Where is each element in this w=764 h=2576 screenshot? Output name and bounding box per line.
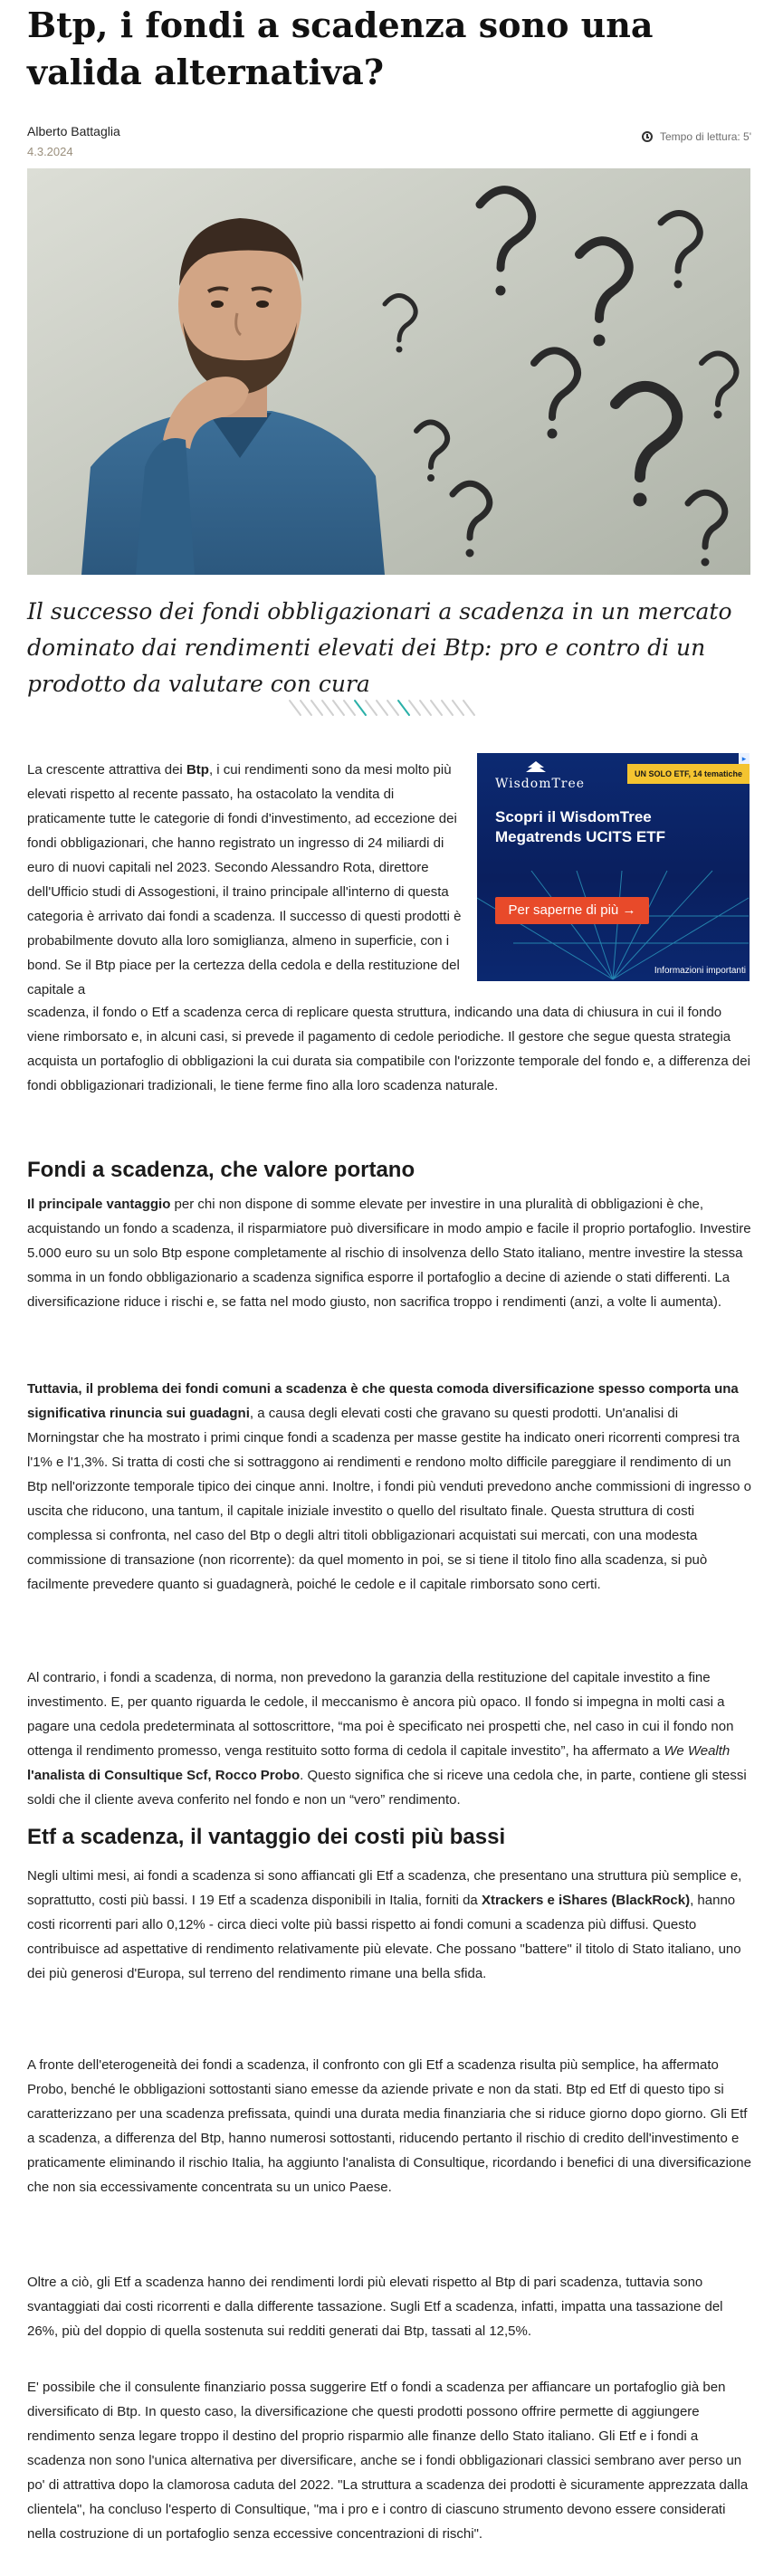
p1-bold: Il principale vantaggio	[27, 1197, 171, 1212]
section-heading-etf: Etf a scadenza, il vantaggio dei costi più bassi	[27, 1825, 506, 1849]
wisdomtree-logo-icon	[504, 760, 568, 773]
hero-image	[27, 168, 750, 575]
hero-illustration	[27, 168, 750, 575]
paragraph-tassazione: Oltre a ciò, gli Etf a scadenza hanno dei rendimenti lordi più elevati rispetto al Btp di pari scadenza, tuttavia sono svantaggiati dai costi ricorrenti e dalla differente tassazione. Sugli Etf a scadenza, infatti, impatta una tassazione del 26%, più del doppio di quella sostenuta sui redditi generati dai Btp, tassati al 12,5%.	[27, 2275, 723, 2339]
paragraph-cedole	[27, 1665, 751, 1812]
article-title: Btp, i fondi a scadenza sono una valida alternativa?	[27, 5, 654, 92]
p1-text: per chi non dispone di somme elevate per investire in una pluralità di obbligazioni è che, acquistando un fondo a scadenza, il risparmiatore può diversificare in modo ampio e facile il proprio portafoglio. Investire 5.000 euro su un solo Btp espone completamente al rischio di insolvenza dello Stato italiano, mentre investire la stessa somma in un fondo obbligazionario a scadenza significa esporre il portafoglio a decine di aziende o stati differenti. La diversificazione riduce i rischi e, se fatta nel modo giusto, non sacrifica troppo i rendimenti (anzi, a volte li aumenta).	[27, 1197, 751, 1310]
section-divider	[288, 697, 487, 719]
intro-bold-btp: Btp	[186, 762, 209, 778]
ad-info-link[interactable]: Informazioni importanti	[654, 966, 746, 976]
ad-brand: WisdomTree	[495, 777, 586, 791]
ad-headline: Scopri il WisdomTree Megatrends UCITS ETF	[495, 808, 665, 845]
p4-tail: , hanno costi ricorrenti pari allo 0,12% - circa dieci volte più bassi rispetto ai fondi comuni a scadenza più diffusi. Questo contribuisce ad aspettative di rendimento relativamente più elevate. Che possano "battere" il titolo di Stato italiano, uno dei più generosi d'Europa, sul terreno del rendimento rimane una bella sfida.	[27, 1893, 741, 1981]
intro-paragraph	[27, 758, 465, 1002]
ad-cta-button[interactable]: Per saperne di più →	[495, 897, 649, 924]
ad-ribbon: UN SOLO ETF, 14 tematiche	[627, 764, 750, 784]
p2-text: , a causa degli elevati costi che gravano su questi prodotti. Un'analisi di Morningstar che ha mostrato i primi cinque fondi a scadenza per masse gestite ha indicato oneri ricorrenti compresi tra l'1% e l'1,3%. Si tratta di costi che si sottraggono ai rendimenti e rendono molto difficile pareggiare il rendimento di un Btp nell'orizzonte temporale tipico dei cinque anni. Inoltre, i fondi più venduti prevedono anche commissioni di ingresso o uscita che riducono, una tantum, il capitale iniziale investito o quello del risultato finale. Questa struttura di costi complessa si confronta, nel caso del Btp o degli altri titoli obbligazionari acquistati sui mercati, con una modesta commissione di transazione (non ricorrente): da quel momento in poi, se si tiene il titolo fino alla scadenza, si può facilmente prevedere quanto si guadagnerà, poiché le cedole e il capitale rimborsato sono certi.	[27, 1406, 751, 1592]
reading-time-label: Tempo di lettura: 5'	[659, 130, 751, 143]
intro-text-a: La crescente attrattiva dei	[27, 762, 183, 778]
reading-time	[642, 130, 751, 143]
author-name[interactable]: Alberto Battaglia	[27, 124, 120, 138]
clock-icon	[642, 131, 653, 142]
p4-text: Negli ultimi mesi, ai fondi a scadenza si sono affiancati gli Etf a scadenza, che presentano una struttura più semplice e, soprattutto, costi più bassi. I 19 Etf a scadenza disponibili in Italia, forniti da	[27, 1868, 742, 1908]
p4-bold: Xtrackers e iShares (BlackRock)	[481, 1893, 691, 1908]
section-heading-fondi: Fondi a scadenza, che valore portano	[27, 1158, 415, 1182]
article-subtitle: Il successo dei fondi obbligazionari a scadenza in un mercato dominato dai rendimenti elevati dei Btp: pro e contro di un prodotto da valutare con cura	[27, 598, 732, 697]
paragraph-etf	[27, 1864, 751, 1986]
intro-text-c: , i cui rendimenti sono da mesi molto più elevati rispetto al recente passato, ha ostacolato la vendita di praticamente tutte le categorie di fondi d'investimento, ad eccezione dei fondi obbligazionari, che hanno registrato un ingresso di 24 miliardi di euro di nuovi capitali nel 2023. Secondo Alessandro Rota, direttore dell'Ufficio studi di Assogestioni, il traino principale all'interno di questa categoria è arrivato dai fondi a scadenza. Il successo di questi prodotti è probabilmente dovuto alla loro somiglianza, almeno in superficie, con i bond. Se il Btp piace per la certezza della cedola e della restituzione del capitale a	[27, 762, 462, 997]
advertisement-banner[interactable]	[477, 753, 750, 981]
p3-bold: l'analista di Consultique Scf, Rocco Probo	[27, 1768, 301, 1783]
p3-text: Al contrario, i fondi a scadenza, di norma, non prevedono la garanzia della restituzione del capitale investito a fine investimento. E, per quanto riguarda le cedole, il meccanismo è ancora più opaco. Il fondo si impegna in molti casi a pagare una cedola predeterminata al sottoscrittore, “ma poi è specificato nei prospetti che, nel caso in cui il fondo non ottenga il rendimento promesso, venga restituito sotto forma di cedola il capitale investito”, ha affermato a	[27, 1670, 734, 1759]
paragraph-confronto: A fronte dell'eterogeneità dei fondi a scadenza, il confronto con gli Etf a scadenza risulta più semplice, ha affermato Probo, benché le obbligazioni sottostanti siano emesse da aziende private e non da stati. Btp ed Etf di questo tipo si caratterizzano per una scadenza prefissata, quindi una durata media finanziaria che si riduce giorno dopo giorno. Gli Etf a scadenza, a differenza del Btp, hanno numerosi sottostanti, riducendo pertanto il rischio di credito dell'investimento e praticamente eliminando il rischio Italia, ha aggiunto l'analista di Consultique, ricordando i benefici di una diversificazione che non sia eccessivamente concentrata su un unico Paese.	[27, 2057, 751, 2195]
paragraph-vantaggio	[27, 1192, 751, 1314]
p3-publication: We Wealth	[664, 1743, 731, 1759]
p2-bold: Tuttavia, il problema dei fondi comuni a scadenza è che questa comoda diversificazione spesso comporta una significativa rinuncia sui guadagni	[27, 1381, 739, 1421]
paragraph-costi	[27, 1377, 751, 1597]
paragraph-conclusione: E' possibile che il consulente finanziario possa suggerire Etf o fondi a scadenza per affiancare un portafoglio già ben diversificato di Btp. In questo caso, la diversificazione che questi prodotti possono offrire permette di aggiungere rendimento senza legare troppo il destino del proprio risparmio alle finanze dello Stato italiano. Gli Etf e i fondi a scadenza non sono l'unica alternativa per diversificare, anche se i fondi obbligazionari classici sembrano aver perso un po' di attrattiva dopo la clamorosa caduta del 2022. "La struttura a scadenza dei prodotti è sicuramente apprezzata dalla clientela", ha concluso l'esperto di Consultique, "ma i pro e i contro di ciascuno strumento devono essere considerati nella costruzione di un portafoglio senza eccessive concentrazioni di rischi".	[27, 2380, 749, 2542]
publish-date: 4.3.2024	[27, 145, 73, 158]
intro-paragraph-continued: scadenza, il fondo o Etf a scadenza cerca di replicare questa struttura, indicando una data di chiusura in cui il fondo viene rimborsato e, in alcuni casi, si prevede il pagamento di cedole periodiche. Il gestore che segue questa strategia acquista un portafoglio di obbligazioni la cui durata sia compatibile con l'orizzonte temporale del fondo e, a differenza dei fondi obbligazionari tradizionali, le tiene ferme fino alla loro scadenza naturale.	[27, 1005, 750, 1093]
ad-choices-icon[interactable]: ▸	[739, 753, 750, 764]
p3-tail: . Questo significa che si riceve una cedola che, in parte, contiene gli stessi soldi che il cliente aveva conferito nel fondo e non un “vero” rendimento.	[27, 1768, 747, 1808]
